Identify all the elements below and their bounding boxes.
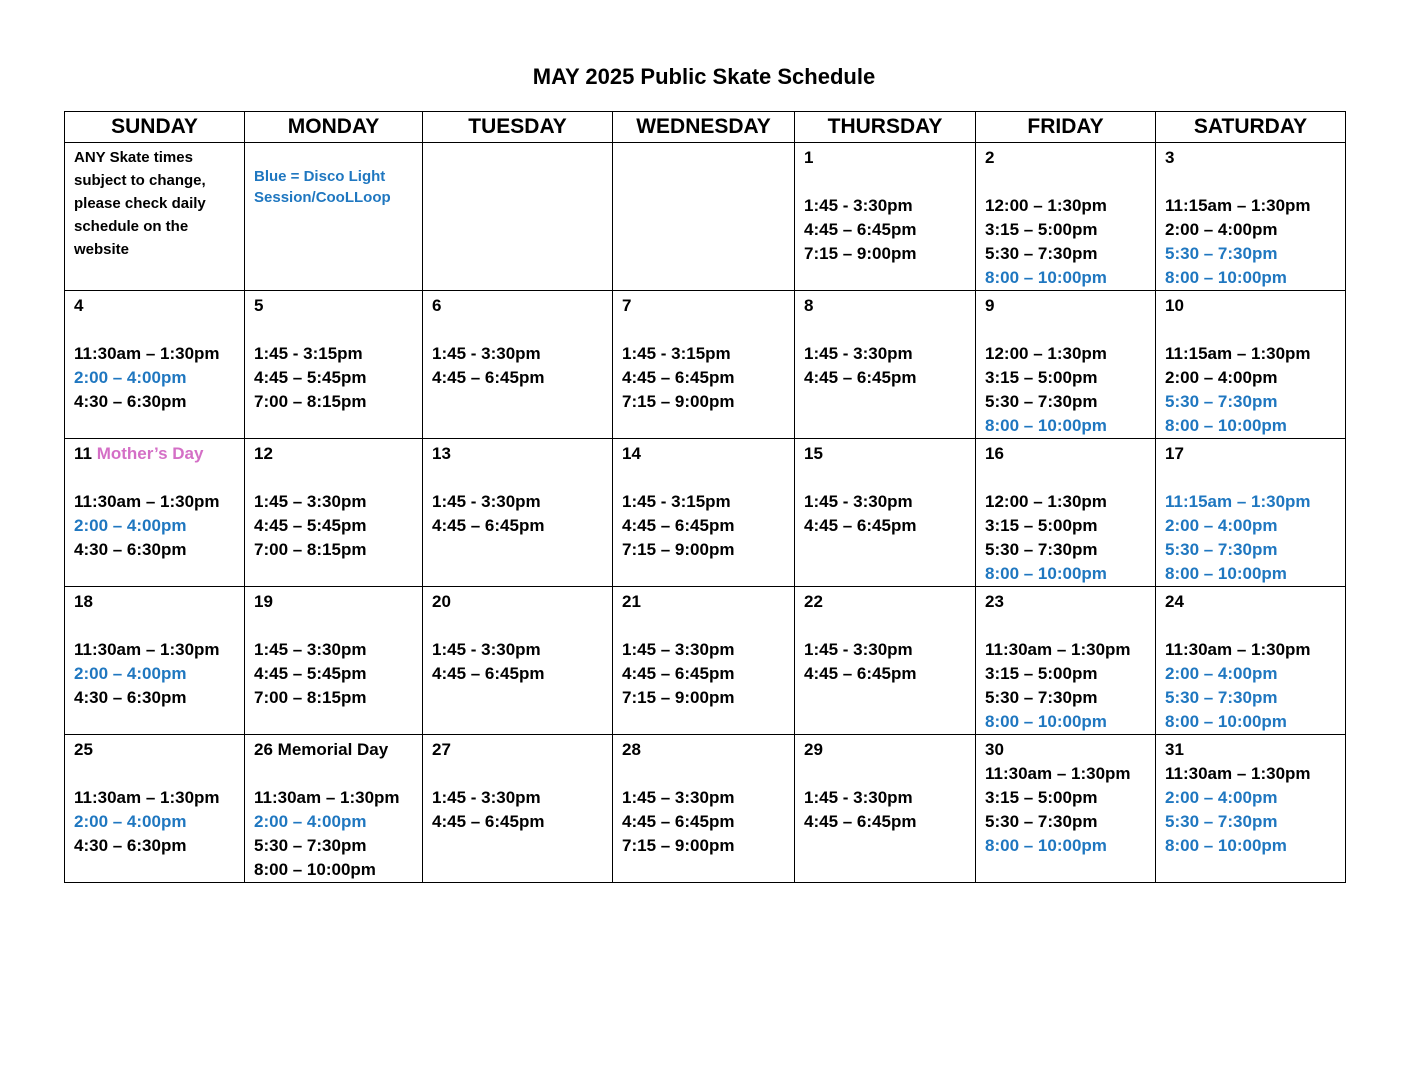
day-header (622, 738, 794, 762)
day-header (432, 590, 612, 614)
calendar-day-cell (976, 439, 1156, 587)
session-time: 1:45 - 3:30pm (804, 492, 913, 511)
calendar-week-row (65, 587, 1346, 735)
day-number: 23 (985, 592, 1004, 611)
day-content (1156, 291, 1345, 438)
session-time: 11:15am – 1:30pm (1165, 344, 1311, 363)
day-content (795, 587, 975, 686)
session-time: 11:30am – 1:30pm (1165, 764, 1311, 783)
weekday-header: THURSDAY (795, 112, 976, 143)
day-content (976, 735, 1155, 858)
calendar-day-cell (795, 439, 976, 587)
day-header (74, 442, 244, 466)
weekday-header: SATURDAY (1156, 112, 1346, 143)
day-header (804, 294, 975, 318)
spacer (254, 614, 422, 638)
day-content (423, 439, 612, 538)
day-header (254, 738, 422, 762)
disco-session-time: 2:00 – 4:00pm (254, 812, 367, 831)
calendar-day-cell (65, 735, 245, 883)
disco-session-time: 5:30 – 7:30pm (1165, 392, 1278, 411)
page-title: MAY 2025 Public Skate Schedule (532, 64, 876, 89)
day-content (65, 143, 244, 261)
day-content (976, 439, 1155, 586)
disco-session-time: 2:00 – 4:00pm (1165, 664, 1278, 683)
day-header (432, 294, 612, 318)
session-time: 1:45 - 3:30pm (432, 788, 541, 807)
calendar-day-cell (245, 587, 423, 735)
session-time: 3:15 – 5:00pm (985, 664, 1098, 683)
session-time: 4:45 – 6:45pm (622, 812, 735, 831)
day-header (985, 146, 1155, 170)
session-time: 5:30 – 7:30pm (985, 688, 1098, 707)
day-content (795, 439, 975, 538)
spacer (1165, 614, 1345, 638)
day-content (423, 291, 612, 390)
day-content (613, 143, 794, 170)
calendar-day-cell (613, 439, 795, 587)
calendar-day-cell (423, 291, 613, 439)
session-time: 4:45 – 6:45pm (432, 664, 545, 683)
day-content (245, 587, 422, 710)
day-content (613, 291, 794, 414)
calendar-day-cell (65, 439, 245, 587)
day-number: 7 (622, 296, 632, 315)
session-time: 1:45 – 3:30pm (622, 640, 735, 659)
disco-session-time: 11:15am – 1:30pm (1165, 492, 1311, 511)
spacer (432, 614, 612, 638)
calendar-day-cell (423, 735, 613, 883)
color-legend: Blue = Disco Light Session/CooLLoop (254, 168, 391, 206)
session-time: 4:45 – 5:45pm (254, 664, 367, 683)
day-number: 30 (985, 740, 1004, 759)
session-time: 4:30 – 6:30pm (74, 392, 187, 411)
calendar-day-cell (976, 735, 1156, 883)
weekday-header-row (65, 112, 1346, 143)
calendar-day-cell (795, 587, 976, 735)
session-time: 4:45 – 6:45pm (432, 812, 545, 831)
day-content (65, 291, 244, 414)
day-number: 19 (254, 592, 273, 611)
session-time: 4:45 – 6:45pm (622, 516, 735, 535)
disco-session-time: 2:00 – 4:00pm (74, 516, 187, 535)
session-time: 7:15 – 9:00pm (622, 688, 735, 707)
day-header (985, 442, 1155, 466)
session-time: 3:15 – 5:00pm (985, 788, 1098, 807)
spacer (432, 466, 612, 490)
session-time: 4:45 – 6:45pm (804, 664, 917, 683)
disco-session-time: 8:00 – 10:00pm (985, 712, 1107, 731)
day-header (622, 442, 794, 466)
calendar-day-cell (613, 291, 795, 439)
calendar-day-cell (65, 291, 245, 439)
day-content (976, 291, 1155, 438)
spacer (622, 762, 794, 786)
day-header (432, 146, 612, 170)
session-time: 7:15 – 9:00pm (622, 540, 735, 559)
session-time: 11:30am – 1:30pm (985, 764, 1131, 783)
spacer (985, 614, 1155, 638)
day-content (1156, 587, 1345, 734)
session-time: 4:30 – 6:30pm (74, 688, 187, 707)
session-time: 4:45 – 5:45pm (254, 516, 367, 535)
day-header (985, 294, 1155, 318)
schedule-disclaimer: ANY Skate times subject to change, please check daily schedule on the website (74, 149, 206, 258)
holiday-label: Mother’s Day (96, 444, 204, 463)
session-time: 1:45 - 3:15pm (622, 492, 731, 511)
disco-session-time: 8:00 – 10:00pm (1165, 836, 1287, 855)
session-time: 11:30am – 1:30pm (985, 640, 1131, 659)
day-content (976, 143, 1155, 290)
spacer (804, 170, 975, 194)
disco-session-time: 8:00 – 10:00pm (985, 564, 1107, 583)
session-time: 1:45 – 3:30pm (254, 640, 367, 659)
spacer (432, 762, 612, 786)
spacer (622, 614, 794, 638)
day-content (245, 439, 422, 562)
session-time: 4:45 – 6:45pm (804, 368, 917, 387)
day-number: 29 (804, 740, 823, 759)
day-number: 11 (74, 444, 92, 463)
session-time: 11:30am – 1:30pm (74, 492, 220, 511)
disco-session-time: 8:00 – 10:00pm (1165, 416, 1287, 435)
disco-session-time: 8:00 – 10:00pm (1165, 564, 1287, 583)
day-header (622, 146, 794, 170)
day-header (985, 738, 1155, 762)
day-number: 20 (432, 592, 451, 611)
day-number: 13 (432, 444, 451, 463)
calendar-day-cell (245, 291, 423, 439)
spacer (804, 614, 975, 638)
disco-session-time: 2:00 – 4:00pm (74, 368, 187, 387)
day-number: 2 (985, 148, 995, 167)
session-time: 1:45 - 3:15pm (622, 344, 731, 363)
session-time: 5:30 – 7:30pm (985, 244, 1098, 263)
session-time: 12:00 – 1:30pm (985, 344, 1107, 363)
session-time: 11:30am – 1:30pm (1165, 640, 1311, 659)
day-header (1165, 738, 1345, 762)
day-header (74, 294, 244, 318)
calendar-day-cell (1156, 587, 1346, 735)
session-time: 4:45 – 6:45pm (432, 368, 545, 387)
session-time: 11:15am – 1:30pm (1165, 196, 1311, 215)
session-time: 12:00 – 1:30pm (985, 196, 1107, 215)
session-time: 4:45 – 5:45pm (254, 368, 367, 387)
session-time: 5:30 – 7:30pm (985, 812, 1098, 831)
day-content (423, 587, 612, 686)
session-time: 4:30 – 6:30pm (74, 540, 187, 559)
calendar-day-cell (423, 587, 613, 735)
day-number: 26 (254, 740, 273, 759)
disco-session-time: 5:30 – 7:30pm (1165, 540, 1278, 559)
session-time: 4:45 – 6:45pm (804, 220, 917, 239)
day-header (254, 590, 422, 614)
calendar-day-cell (423, 439, 613, 587)
session-time: 4:45 – 6:45pm (804, 812, 917, 831)
calendar-day-cell (245, 439, 423, 587)
calendar-day-cell (613, 735, 795, 883)
disco-session-time: 5:30 – 7:30pm (1165, 812, 1278, 831)
day-number: 14 (622, 444, 641, 463)
session-time: 4:45 – 6:45pm (622, 664, 735, 683)
day-number: 8 (804, 296, 814, 315)
spacer (985, 466, 1155, 490)
session-time: 2:00 – 4:00pm (1165, 368, 1278, 387)
spacer (804, 466, 975, 490)
day-content (795, 291, 975, 390)
calendar-day-cell (795, 143, 976, 291)
calendar-week-row (65, 143, 1346, 291)
weekday-header: TUESDAY (423, 112, 613, 143)
day-number: 18 (74, 592, 93, 611)
spacer (74, 318, 244, 342)
calendar-day-cell (65, 587, 245, 735)
disco-session-time: 5:30 – 7:30pm (1165, 688, 1278, 707)
day-content (245, 291, 422, 414)
day-header (254, 442, 422, 466)
calendar-day-cell (423, 143, 613, 291)
day-number: 10 (1165, 296, 1184, 315)
spacer (74, 614, 244, 638)
day-number: 25 (74, 740, 93, 759)
spacer (1165, 318, 1345, 342)
spacer (74, 466, 244, 490)
session-time: 1:45 - 3:30pm (804, 788, 913, 807)
day-content (245, 143, 422, 208)
day-content (423, 735, 612, 834)
disco-session-time: 2:00 – 4:00pm (1165, 516, 1278, 535)
session-time: 1:45 – 3:30pm (622, 788, 735, 807)
day-number: 17 (1165, 444, 1184, 463)
session-time: 2:00 – 4:00pm (1165, 220, 1278, 239)
day-header (74, 590, 244, 614)
day-number: 1 (804, 148, 814, 167)
session-time: 11:30am – 1:30pm (74, 788, 220, 807)
calendar-day-cell (795, 291, 976, 439)
session-time: 1:45 - 3:30pm (432, 344, 541, 363)
spacer (985, 170, 1155, 194)
session-time: 4:45 – 6:45pm (622, 368, 735, 387)
day-header (1165, 590, 1345, 614)
disco-session-time: 5:30 – 7:30pm (1165, 244, 1278, 263)
session-time: 7:00 – 8:15pm (254, 688, 367, 707)
session-time: 1:45 - 3:30pm (804, 640, 913, 659)
weekday-header: SUNDAY (65, 112, 245, 143)
disco-session-time: 8:00 – 10:00pm (985, 268, 1107, 287)
day-content (795, 735, 975, 834)
day-number: 28 (622, 740, 641, 759)
day-header (985, 590, 1155, 614)
day-number: 4 (74, 296, 84, 315)
holiday-label: Memorial Day (277, 740, 389, 759)
day-header (74, 738, 244, 762)
session-time: 3:15 – 5:00pm (985, 368, 1098, 387)
spacer (622, 318, 794, 342)
spacer (254, 318, 422, 342)
calendar-day-cell (1156, 143, 1346, 291)
day-header (1165, 294, 1345, 318)
day-header (804, 590, 975, 614)
session-time: 1:45 – 3:30pm (254, 492, 367, 511)
spacer (74, 762, 244, 786)
spacer (1165, 466, 1345, 490)
calendar-day-cell (976, 143, 1156, 291)
day-number: 12 (254, 444, 273, 463)
session-time: 1:45 - 3:30pm (804, 344, 913, 363)
disco-session-time: 8:00 – 10:00pm (985, 836, 1107, 855)
spacer (254, 466, 422, 490)
day-number: 24 (1165, 592, 1184, 611)
session-time: 3:15 – 5:00pm (985, 516, 1098, 535)
day-number: 6 (432, 296, 442, 315)
calendar-week-row (65, 735, 1346, 883)
day-header (1165, 146, 1345, 170)
disco-session-time: 2:00 – 4:00pm (74, 812, 187, 831)
spacer (804, 762, 975, 786)
disco-session-time: 8:00 – 10:00pm (1165, 268, 1287, 287)
day-header (804, 146, 975, 170)
session-time: 7:15 – 9:00pm (622, 392, 735, 411)
day-header (804, 738, 975, 762)
session-time: 5:30 – 7:30pm (985, 540, 1098, 559)
day-number: 22 (804, 592, 823, 611)
spacer (804, 318, 975, 342)
day-content (423, 143, 612, 170)
calendar-day-cell (1156, 439, 1346, 587)
day-number: 15 (804, 444, 823, 463)
calendar-day-cell (613, 143, 795, 291)
day-content (245, 735, 422, 882)
day-content (976, 587, 1155, 734)
day-content (65, 587, 244, 710)
day-content (1156, 735, 1345, 858)
session-time: 4:30 – 6:30pm (74, 836, 187, 855)
session-time: 7:15 – 9:00pm (804, 244, 917, 263)
calendar-day-cell (65, 143, 245, 291)
day-header (622, 590, 794, 614)
spacer (254, 762, 422, 786)
day-content (1156, 439, 1345, 586)
session-time: 5:30 – 7:30pm (985, 392, 1098, 411)
day-header (254, 294, 422, 318)
day-content (65, 735, 244, 858)
weekday-header: MONDAY (245, 112, 423, 143)
session-time: 3:15 – 5:00pm (985, 220, 1098, 239)
day-number: 16 (985, 444, 1004, 463)
day-header (432, 442, 612, 466)
disco-session-time: 2:00 – 4:00pm (74, 664, 187, 683)
calendar-day-cell (245, 735, 423, 883)
session-time: 1:45 - 3:30pm (432, 492, 541, 511)
day-content (1156, 143, 1345, 290)
day-content (613, 587, 794, 710)
weekday-header: FRIDAY (976, 112, 1156, 143)
session-time: 1:45 - 3:30pm (432, 640, 541, 659)
weekday-header: WEDNESDAY (613, 112, 795, 143)
day-header (804, 442, 975, 466)
session-time: 7:00 – 8:15pm (254, 540, 367, 559)
day-content (613, 735, 794, 858)
day-number: 27 (432, 740, 451, 759)
session-time: 1:45 - 3:30pm (804, 196, 913, 215)
session-time: 11:30am – 1:30pm (74, 344, 220, 363)
session-time: 11:30am – 1:30pm (74, 640, 220, 659)
day-number: 9 (985, 296, 995, 315)
calendar-week-row (65, 291, 1346, 439)
calendar-day-cell (245, 143, 423, 291)
disco-session-time: 8:00 – 10:00pm (985, 416, 1107, 435)
calendar-day-cell (976, 587, 1156, 735)
session-time: 1:45 - 3:15pm (254, 344, 363, 363)
session-time: 4:45 – 6:45pm (432, 516, 545, 535)
session-time: 12:00 – 1:30pm (985, 492, 1107, 511)
session-time: 5:30 – 7:30pm (254, 836, 367, 855)
day-number: 21 (622, 592, 641, 611)
spacer (622, 466, 794, 490)
calendar-day-cell (1156, 291, 1346, 439)
day-header (432, 738, 612, 762)
day-number: 3 (1165, 148, 1175, 167)
calendar-day-cell (976, 291, 1156, 439)
calendar-table (64, 111, 1346, 883)
day-header (622, 294, 794, 318)
calendar-day-cell (613, 587, 795, 735)
spacer (432, 318, 612, 342)
day-content (65, 439, 244, 562)
session-time: 7:15 – 9:00pm (622, 836, 735, 855)
spacer (985, 318, 1155, 342)
spacer (1165, 170, 1345, 194)
calendar-body (65, 143, 1346, 883)
disco-session-time: 2:00 – 4:00pm (1165, 788, 1278, 807)
calendar-week-row (65, 439, 1346, 587)
day-content (613, 439, 794, 562)
day-header (1165, 442, 1345, 466)
day-number: 31 (1165, 740, 1184, 759)
session-time: 7:00 – 8:15pm (254, 392, 367, 411)
session-time: 11:30am – 1:30pm (254, 788, 400, 807)
calendar-day-cell (795, 735, 976, 883)
disco-session-time: 8:00 – 10:00pm (1165, 712, 1287, 731)
session-time: 8:00 – 10:00pm (254, 860, 376, 879)
calendar-day-cell (1156, 735, 1346, 883)
day-number: 5 (254, 296, 264, 315)
day-content (795, 143, 975, 266)
session-time: 4:45 – 6:45pm (804, 516, 917, 535)
